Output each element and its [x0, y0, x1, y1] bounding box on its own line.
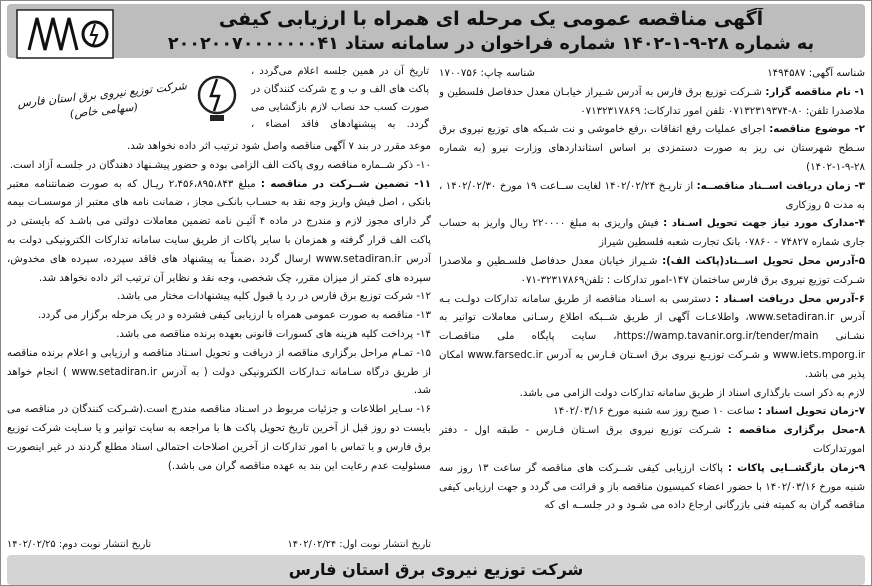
company-logo-text: شرکت توزیع نیروی برق استان فارس (سهامی خاص) — [16, 79, 188, 121]
second-publish-date: تاریخ انتشار نوبت دوم: ۱۴۰۲/۰۲/۲۵ — [7, 539, 152, 550]
ad-id: شناسه آگهی: ۱۴۹۴۵۸۷ — [767, 68, 865, 79]
right-column — [439, 65, 865, 553]
item-16: ۱۶- سـایر اطلاعات و جزئیات مربوط در اسـناد مناقصه مندرج است.(شـرکت کنندگان در مناقصه می بایست دو روز قبل از آخرین تاریخ تحویل پاکت ها با مراجعه به سایت توانیر و یا سـایت شرکت توزیع برق فارس و یا تماس با امور تدارکات از آخرین اصلاحات احتمالی اسناد مطلع گردند در غیر اینصورت مسئولیت عدم رعایت این بند به عهده مناقصه گران می باشد.) — [7, 404, 431, 472]
notice-subtitle: به شماره ۲۸-۹-۱-۱۴۰۲ شماره فراخوان در سامانه ستاد ۲۰۰۲۰۰۷۰۰۰۰۰۰۰۴۱ — [167, 34, 815, 54]
item-13: ۱۳- مناقصه به صورت عمومی همراه با ارزیابی کیفی فشرده و در یک مرحله برگزار می گردد. — [37, 310, 431, 322]
item-6-note: لازم به ذکر است بارگذاری اسناد از طریق سامانه تدارکات دولت الزامی می باشد. — [519, 387, 865, 399]
notice-title: آگهی مناقصه عمومی یک مرحله ای همراه با ارزیابی کیفی — [218, 8, 764, 30]
company-logo — [9, 65, 243, 131]
left-top-text: تاریخ آن در همین جلسه اعلام می‌گردد ، پاکت های الف و ب و ج شرکت کنندگان در صورت کسب حد نصاب لازم بازگشایی می گردد. به پیشنهادهای فاقد امضاء ، — [251, 66, 429, 131]
item-7: ۷-زمان تحویل اسناد : ساعت ۱۰ صبح روز سه شنبه مورخ ۱۴۰۲/۰۳/۱۶ — [553, 406, 865, 418]
item-9: ۹-زمان بازگشــایی پاکات : پاکات ارزیابی کیفی شــرکت های مناقصه گر ساعت ۱۳ روز سه شنبه مورخ ۱۴۰۲/۰۳/۱۶ با حضور اعضاء کمیسیون مناقصه باز و قرائت می گردد و جهت ارزیابی کیفی مناقصه گران به کمیته فنی بازرگانی ارجاع داده می شـود و در جلســه ای که — [439, 462, 865, 512]
left-cont: موعد مقرر در بند ۷ آگهی مناقصه واصل شود ترتیب اثر داده نخواهد شد. — [127, 141, 431, 152]
item-4: ۴-مدارک مورد نیاز جهت تحویل اسـناد : فیش واریزی به مبلغ ۲۲۰۰۰۰ ریال واریز به حساب جاری شماره ۷۴۸۲۷ - ۰۷۸۶۰ بانک تجارت شعبه فلسطین شیراز — [439, 218, 865, 249]
item-6: ۶-آدرس محل دریافت اسـناد : دسترسی به اسـناد مناقصه از طریق سامانه تدارکات دولـت بـه آدرس www.setadiran.ir، واطلاعـات آگهی از طریق شــبکه اطلاع رسـانی معاملات توانیر به نشـانی https://wamp.tavanir.org.ir/tender/main، سایت پایگاه ملی مناقصـات www.iets.mporg.ir و شـرکت توزیـع نیروی برق اسـتان فـارس به آدرس www.farsedc.ir امکان پذیر می باشد. — [439, 293, 865, 380]
print-id: شناسه چاپ: ۱۷۰۰۷۵۶ — [439, 68, 535, 79]
left-column — [7, 138, 431, 540]
item-15: ۱۵- تمـام مراحل برگزاری مناقصه از دریافت و تحویل اسـناد مناقصه و ارزیابی و اعلام برنده مناقصه از طریق درگاه سـامانه تـدارکات الکترونیکی دولت ( به آدرس www.setadiran.ir ) انجام خواهد شد. — [7, 347, 431, 397]
ad-info-row — [439, 65, 865, 84]
item-14: ۱۴- پرداخت کلیه هزینه های کسورات قانونی بعهده برنده مناقصه می باشد. — [116, 328, 431, 340]
item-1: ۱- نام مناقصه گزار: شـرکت توزیع برق فارس به آدرس شـیراز خیابـان معدل حدفاصل فلسطین و ملاصدرا تلفن: ۸۰-۰۷۱۳۲۳۱۹۳۷۴ تلفن امور تدارکات: ۰۷۱۳۲۳۱۷۸۶۹ — [439, 86, 865, 117]
footer-bar — [7, 555, 865, 585]
first-publish-date: تاریخ انتشار نوبت اول: ۱۴۰۲/۰۲/۲۴ — [287, 539, 431, 550]
header-logo-icon — [15, 8, 115, 60]
item-11: ۱۱- تضمین شــرکت در مناقصه : مبلغ ۲،۴۵۶،۸۹۵،۸۴۳ ریـال که به صورت ضمانتنامه معتبر بانکی ، اصل فیش واریز وجه نقد به حسـاب بانکـی مجاز ، ضمانت نامه های معتبر از موسسـات بیمه گر دارای مجوز لازم و مندرج در ماده ۴ آئیـن نامه تضمین معاملات دولتی می باشـد که بایستی در پاکت الف قرار گرفته و همزمان با سایر پاکات از طریق سایت سامانه تدارکات الکترونیکی دولت به آدرس www.setadiran.ir ارسال گردد ،ضمناً به پیشنهاد های فاقد سپرده، سپرده های مخدوش، سپرده های کمتر از میزان مقرر، چک شخصی، وجه نقد و نظایر آن ترتیب اثر داده نخواهد شد. — [7, 178, 431, 284]
footer-company-name: شرکت توزیع نیروی برق استان فارس — [288, 560, 584, 579]
item-5: ۵-آدرس محل تحویل اســناد(پاکت الف): شـیراز خیابان معدل حدفاصل فلسـطین و ملاصدرا شـرکت توزیع نیروی برق فارس ساختمان ۱۴۷-امور تدارکات : تلفن۳۲۳۱۷۸۶۹-۰۷۱ — [439, 255, 865, 286]
item-3: ۳- زمان دریافت اســناد مناقصــه: از تاریـخ ۱۴۰۲/۰۲/۲۴ لغایت ســاعت ۱۹ مورخ ۱۴۰۲/۰۲/۳۰ ، به مدت ۵ روزکاری — [439, 180, 865, 211]
publish-dates — [7, 539, 431, 555]
item-2: ۲- موضوع مناقصه: اجرای عملیات رفع اتفاقات ،رفع خاموشی و نت شـبکه های توزیع نیروی برق سـطح شهرستان نی ریز به صورت دستمزدی بر اساس استانداردهای وزارت نیرو (به شماره ۲۸-۹-۱-۱۴۰۲) — [439, 124, 865, 173]
item-8: ۸-محل برگزاری مناقصه : شـرکت توزیع نیروی برق اسـتان فـارس - طبقه اول - دفتر امورتدارکات — [439, 425, 865, 455]
item-12: ۱۲- شرکت توزیع برق فارس در رد یا قبول کلیه پیشنهادات مختار می باشد. — [117, 291, 431, 303]
item-10: ۱۰- ذکر شــماره مناقصه روی پاکت الف الزامی بوده و حضور پیشـنهاد دهندگان در جلسـه آزاد است. — [9, 159, 431, 171]
title-bar — [7, 4, 865, 58]
